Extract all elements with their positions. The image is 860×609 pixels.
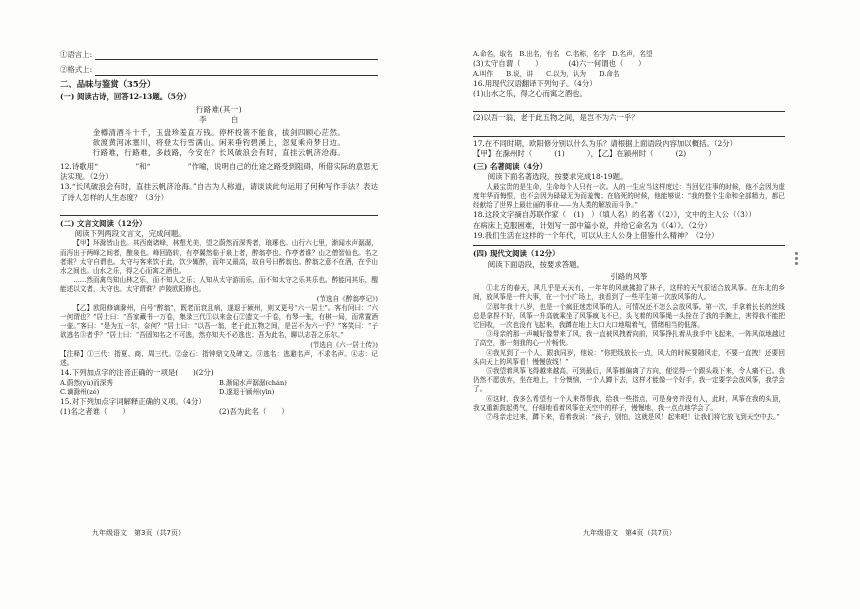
essay-paragraph: ⑤我望着风筝飞得越来越高，可到最后，风筝都偏离了方向，便觉得一个跟头栽下来，令人痛不已。我仍然不愿放弃，坐在地上，十分懊恼，一个人蹲下去，这样才能像一个好手，我一定要学会放风筝，我学会了。 <box>473 367 785 394</box>
question-14: 14.下列加点字的注音正确的一项是( )(2分) <box>60 368 214 378</box>
option[interactable]: D.遂退于颍州(yǐn) <box>219 387 275 396</box>
poem-author: 李 白 <box>199 115 239 125</box>
question-17-fill: 【甲】在滁州时（ (1) ），【乙】在颍州时（ (2) ） <box>473 148 716 158</box>
essay-paragraph: ①北方的春天，风几乎是天天有，一年年的风就拂掠了林子，这样的天气很适合放风筝。在东北的乡间，放风筝是一件大事，在一个小广场上，我看到了一些平生第一次放风筝的人。 <box>473 284 785 302</box>
item: (1)名之者谁（ ） <box>60 407 130 417</box>
format-answer-line: ②格式上: <box>60 65 378 75</box>
question-15-part: (3)太守自谓（ ） (4)六一何谓也（ ） <box>473 59 646 69</box>
passage-jia: 【甲】环滁皆山也。其西南诸峰，林壑尤美，望之蔚然而深秀者，琅琊也。山行六七里，渐闻水声潺潺，而泻出于两峰之间者，酿泉也。峰回路转，有亭翼然临于泉上者，醉翁亭也。作亭者谁？山之僧智仙也。名之者谁？太守自谓也。太守与客来饮于此，饮少辄醉，而年又最高，故自号曰醉翁也。醉翁之意不在酒，在乎山水之间也。山水之乐，得之心而寓之酒也。 <box>60 239 378 276</box>
part3-heading: (三) 名著阅读（4分） <box>473 162 547 172</box>
binding-marks <box>795 250 801 270</box>
right-page <box>473 50 785 585</box>
page-footer: 九年级语文 第3页（共7页） <box>92 529 185 537</box>
essay-paragraph: ⑥这时，我多么希望有一个人来帮帮我，给我一些指点，可是身旁并没有人，此时，风筝在我的头顶，我又重新鼓起勇气，仔细地看着风筝在天空中的样子，慢慢地，我一点点地学会了。 <box>473 394 785 412</box>
question-16-1: (1)山水之乐，得之心而寓之酒也。 <box>473 89 587 98</box>
option[interactable]: B.渐闻水声潺潺(chán) <box>219 378 287 387</box>
annotations: 【注释】①三代：指夏、商、周三代。②金石：指钟鼎文及碑文。③逃名：逃避名声，不求名声。④志：记述。 <box>60 349 378 368</box>
essay-title: 引路的风筝 <box>610 271 648 281</box>
part4-heading: (四) 现代文阅读（12分） <box>473 249 560 259</box>
novel-excerpt: 人最宝贵的是生命，生命每个人只有一次。人的一生应当这样度过：当回忆往事的时候，他不会因为虚度年华而悔恨，也不会因为碌碌无为而羞愧；在临死的时候，他能够说：“我的整个生命和全部精力，都已经献给了世界上最壮丽的事业——为人类的解放而斗争。” <box>473 182 785 210</box>
question-16: 16.用现代汉语翻译下列句子。（4分） <box>473 78 597 88</box>
options-line: A.命名，取名 B.出名，有名 C.名称，名字 D.名声，名望 <box>473 50 653 58</box>
question-16-2: (2)以吾一翁，老于此五物之间，是岂不为六一乎？ <box>473 113 639 123</box>
question-12: 12.诗歌用“ ”和“ ”作喻，说明自己的仕途之路受到阻碍，所借实际的意思无法实现。（2分） <box>60 161 378 181</box>
passage-source: (节选自《六一居士传》) <box>310 340 378 349</box>
answer-blank[interactable] <box>473 125 785 137</box>
answer-blank[interactable] <box>95 68 378 76</box>
poem <box>60 105 378 158</box>
section-heading: 二、品味与鉴赏（35分） <box>60 78 156 89</box>
poem-line: 行路难，行路难，多歧路，今安在？长风破浪会有时，直挂云帆济沧海。 <box>92 148 346 158</box>
part4-intro: 阅读下面语段，按要求答题。 <box>487 259 584 269</box>
question-15: 15.对下列加点字词解释正确的义项。（4分） <box>60 397 206 406</box>
answer-blank[interactable] <box>473 100 785 112</box>
question-14-options <box>60 379 378 397</box>
part3-intro: 阅读下面名著选段，按要求完成18-19题。 <box>487 172 628 182</box>
essay-paragraph: ③母亲的那一声喊好像带来了风，我一直被风拽着向前，风筝挣扎着从我手中飞起来，一阵风似地越过了高空，那一刻我的心一片畅快。 <box>473 330 785 348</box>
language-answer-line: ①语言上: <box>60 50 378 60</box>
option[interactable]: C.谪滁州(zé) <box>60 387 100 396</box>
answer-blank[interactable] <box>60 204 378 216</box>
poem-line: 金樽清酒斗十千，玉盘珍羞直万钱。停杯投箸不能食，拔剑四顾心茫然。 <box>92 127 346 137</box>
part1-heading: (一) 阅读古诗，回答12-13题。（5分） <box>60 91 191 101</box>
part2-intro: 阅读下列两段文言文，完成问题。 <box>74 229 186 239</box>
essay-paragraph: ②那年我十八岁，也是一个疯狂迷恋风筝的人。可情况还不怎么会放风筝。第一次，手拿着长长的丝线总是拿捏不好，风筝一升高就乘坐了风筝疯飞不已，头飞着的风筝绳一头拴在了我的手腕上，害得我不能把它回收，一次也没有飞起来，我蹲在地上大口大口地喘着气，情绪相当的低落。 <box>473 302 785 329</box>
part2-heading: (二) 文言文阅读（12分） <box>60 218 147 228</box>
essay-paragraph: ⑦母亲走过来，蹲下来，看着我说：“孩子，别怕，这就是风！起来吧！让我们将它放飞到天空中去。” <box>486 413 780 422</box>
question-15-items <box>60 407 378 417</box>
option[interactable]: A.蔚然(yù)而深秀 <box>60 378 113 387</box>
poem-line: 欲渡黄河冰塞川，将登太行雪满山。闲来垂钓碧溪上，忽复乘舟梦日边。 <box>92 138 346 148</box>
poem-title: 行路难(其一) <box>195 105 243 115</box>
options-line: A.叫作 B.说，讲 C.以为，认为 D.命名 <box>473 69 620 78</box>
question-17: 17.在不同时期，欧阳修分别以什么为乐？请根据上面语段内容加以概括。（2分） <box>473 138 738 148</box>
page-footer: 九年级语文 第4页（共7页） <box>583 529 676 537</box>
divider <box>473 245 785 246</box>
question-19: 19.我们生活在这样的一个年代，可以从主人公身上借鉴什么精神？（2分） <box>473 230 719 240</box>
answer-blank[interactable] <box>95 52 378 60</box>
item: (2)吾为此名（ ） <box>219 407 289 417</box>
passage-source: (节选自《醉翁亭记》) <box>316 294 378 303</box>
left-page <box>60 50 378 585</box>
passage-jia-continued: ……然而禽鸟知山林之乐，而不知人之乐；人知从太守游而乐，而不知太守之乐其乐也。醉能同其乐，醒能述以文者，太守也。太守谓谁？庐陵欧阳修也。 <box>60 276 378 294</box>
question-18: 18.这段文字摘自苏联作家（ (1) ）（填人名）的名著《（2）》，文中的主人公（（3）） <box>473 210 756 220</box>
passage-yi: 【乙】欧阳修谪滁州，自号“醉翁”，既老而衰且病，遂退于颍州，则又更号“六一居士”。客有问曰：“六一何谓也？”居士曰：“吾家藏书一万卷，集录三代①以来金石②遗文一千卷，有琴一张，有棋一局，而常置酒一壶。”客曰：“是为五一尔，奈何？”居士曰：“以吾一翁，老于此五物之间，是岂不为六一乎？”客笑曰：“子欲逃名③者乎？”居士曰：“吾固知名之不可逃，然亦知夫不必逃也；吾为此名，聊以志吾之乐尔。” <box>60 303 378 340</box>
question-13: 13.“长风破浪会有时，直挂云帆济沧海。”自古为人称道，请谈谈此句运用了何种写作手法？表达了诗人怎样的人生态度？（3分） <box>60 182 378 202</box>
essay-paragraph: ④我见到了一个人，跟我同岁，他说：“你把线放长一点，风大的时候要随风走，不要一直拽！还要回头向天上的风筝看！慢慢放线！” <box>473 348 785 366</box>
question-18-cont: 在病床上克服困难，计划写一部中篇小说，并给它命名为《（4）》。（2分） <box>473 220 712 230</box>
